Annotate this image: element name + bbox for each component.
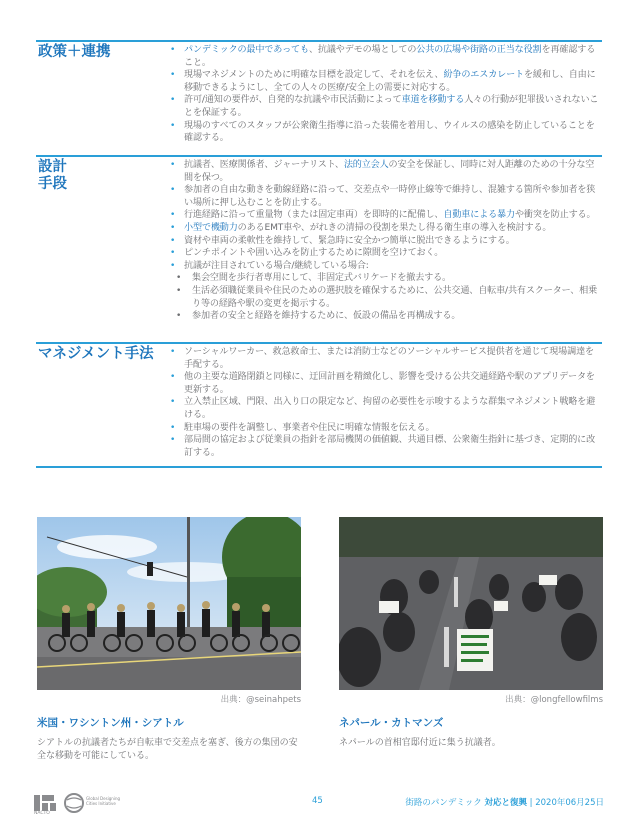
bullet-text: のあるEMT車や、がれきの清掃の役割を果たし得る衛生車の導入を検討する。 bbox=[237, 222, 552, 233]
bullet-item bbox=[184, 209, 602, 222]
bullet-text: 許可/通知の要件が、自発的な抗議や市民活動によって bbox=[184, 95, 402, 106]
section-heading-line: 政策＋連携 bbox=[38, 44, 111, 60]
bullet-text: 現場マネジメントのために明確な目標を設定して、それを伝え、 bbox=[184, 70, 444, 81]
bullet-text: 人々の行動が犯罪扱いされないことを保証する。 bbox=[184, 95, 599, 118]
photo-seattle bbox=[37, 517, 301, 690]
bullet-text: の安全を保証し、同時に対人距離のための十分な空間を保つ。 bbox=[184, 160, 595, 183]
footer-date: | 2020年06月25日 bbox=[529, 798, 604, 808]
bullet-text: 参加者の自由な動きを動線経路に沿って、交差点や一時停止線等で維持し、混雑する箇所や参加者を狭い場所に押し込むことを防止する。 bbox=[184, 185, 596, 208]
section-heading bbox=[38, 346, 168, 363]
page-footer bbox=[0, 793, 640, 823]
bullet-text: 立入禁止区域、門限、出入り口の限定など、拘留の必要性を示唆するような群集マネジメント戦略を避ける。 bbox=[184, 397, 596, 420]
bullet-item bbox=[184, 222, 602, 235]
section-design bbox=[36, 155, 602, 341]
bullet-text: を再確認すること。 bbox=[184, 45, 596, 68]
bullet-text: ピンチポイントや囲い込みを防止するために隙間を空けておく。 bbox=[184, 248, 444, 259]
bullet-item bbox=[184, 120, 602, 145]
footer-title-prefix: 街路のパンデミック bbox=[405, 798, 482, 808]
nacto-logo-text: NACTO bbox=[34, 811, 50, 816]
photo-credit: 出典：@longfellowfilms bbox=[505, 695, 603, 705]
bullet-item bbox=[184, 260, 602, 273]
bullet-text: 部局間の協定および従業員の指針を部局機関の価値観、共通目標、公衆衛生指針に基づき、定期的に改訂する。 bbox=[184, 435, 596, 458]
section-body bbox=[170, 44, 602, 145]
photo-caption-title: 米国・ワシントン州・シアトル bbox=[37, 717, 184, 729]
gdci-logo-text: Global Designing Cities Initiative bbox=[86, 796, 121, 806]
highlighted-text: 公共の広場や街路の正当な役割 bbox=[416, 45, 542, 55]
bullet-text: 他の主要な道路閉鎖と同様に、迂回計画を精緻化し、影響を受ける公共交通経路や駅のアプリデータを更新する。 bbox=[184, 372, 595, 395]
section-body bbox=[170, 159, 602, 323]
highlighted-text: パンデミックの最中であっても bbox=[184, 45, 309, 55]
bullet-item bbox=[184, 434, 602, 459]
bullet-text: を緩和し、自由に移動できるようにし、全ての人々の医療/安全上の需要に対応する。 bbox=[184, 70, 596, 93]
highlighted-text: 法的立会人 bbox=[343, 160, 389, 170]
bullet-item bbox=[184, 235, 602, 248]
bullet-item bbox=[184, 396, 602, 421]
highlighted-text: 自動車による暴力 bbox=[443, 210, 515, 221]
sub-bullet-item: • 集会空間を歩行者専用にして、非固定式バリケードを撤去する。 bbox=[192, 272, 602, 285]
section-heading bbox=[38, 159, 168, 193]
bullet-item bbox=[184, 371, 602, 396]
bullet-text: ソーシャルワーカー、救急救命士、または消防士などのソーシャルサービス提供者を通じて現場調達を手配する。 bbox=[184, 347, 594, 370]
section-heading-line: マネジメント手法 bbox=[38, 346, 154, 362]
bullet-item bbox=[184, 94, 602, 119]
bullet-item bbox=[184, 159, 602, 184]
section-policy bbox=[36, 40, 602, 154]
bullet-item bbox=[184, 44, 602, 69]
photo-caption-title: ネパール・カトマンズ bbox=[339, 717, 444, 729]
bullet-text: 行進経路に沿って重量物（または固定車両）を即時的に配備し、 bbox=[184, 210, 444, 221]
bullet-text: や衝突を防止する。 bbox=[514, 210, 596, 221]
sub-bullet-item: • 生活必須職従業員や住民のための選択肢を確保するために、公共交通、自転車/共有スクーター、相乗り等の経路や駅の変更を掲示する。 bbox=[192, 285, 602, 310]
highlighted-text: 小型で機動力 bbox=[184, 222, 238, 233]
bullet-text: 抗議者、医療関係者、ジャーナリスト、 bbox=[184, 160, 344, 170]
footer-title-bold: 対応と復興 bbox=[484, 798, 527, 808]
bullet-text: 、抗議やデモの場としての bbox=[308, 45, 417, 55]
highlighted-text: 紛争のエスカレート bbox=[443, 70, 524, 81]
section-heading-line: 設計 bbox=[38, 159, 67, 175]
sub-bullet-item: • 参加者の安全と経路を維持するために、仮設の備品を再構成する。 bbox=[192, 310, 602, 323]
section-heading bbox=[38, 44, 168, 61]
bullet-item bbox=[184, 247, 602, 260]
bullet-item bbox=[184, 184, 602, 209]
photo-caption-text: シアトルの抗議者たちが自転車で交差点を塞ぎ、後方の集団の安全な移動を可能にしている。 bbox=[37, 738, 298, 761]
bullet-text: 抗議が注目されている場合/継続している場合: bbox=[184, 260, 369, 271]
section-management bbox=[36, 342, 602, 468]
photo-caption-text: ネパールの首相官邸付近に集う抗議者。 bbox=[339, 738, 501, 748]
footer-title bbox=[405, 796, 604, 808]
bullet-item bbox=[184, 69, 602, 94]
photo-credit: 出典：@seinahpets bbox=[220, 695, 301, 705]
photo-kathmandu bbox=[339, 517, 603, 690]
bullet-item bbox=[184, 422, 602, 435]
bullet-item bbox=[184, 346, 602, 371]
section-body bbox=[170, 346, 602, 459]
highlighted-text: 車道を移動する bbox=[401, 95, 465, 106]
bullet-text: 資材や車両の柔軟性を維持して、緊急時に安全かつ簡単に脱出できるようにする。 bbox=[184, 235, 515, 246]
footer-logos bbox=[34, 793, 124, 821]
page-number: 45 bbox=[312, 796, 323, 806]
bullet-text: 駐車場の要件を調整し、事業者や住民に明確な情報を伝える。 bbox=[184, 422, 435, 433]
section-heading-line: 手段 bbox=[38, 176, 67, 192]
bullet-text: 現場のすべてのスタッフが公衆衛生指導に沿った装備を着用し、ウイルスの感染を防止していることを確認する。 bbox=[184, 120, 595, 144]
